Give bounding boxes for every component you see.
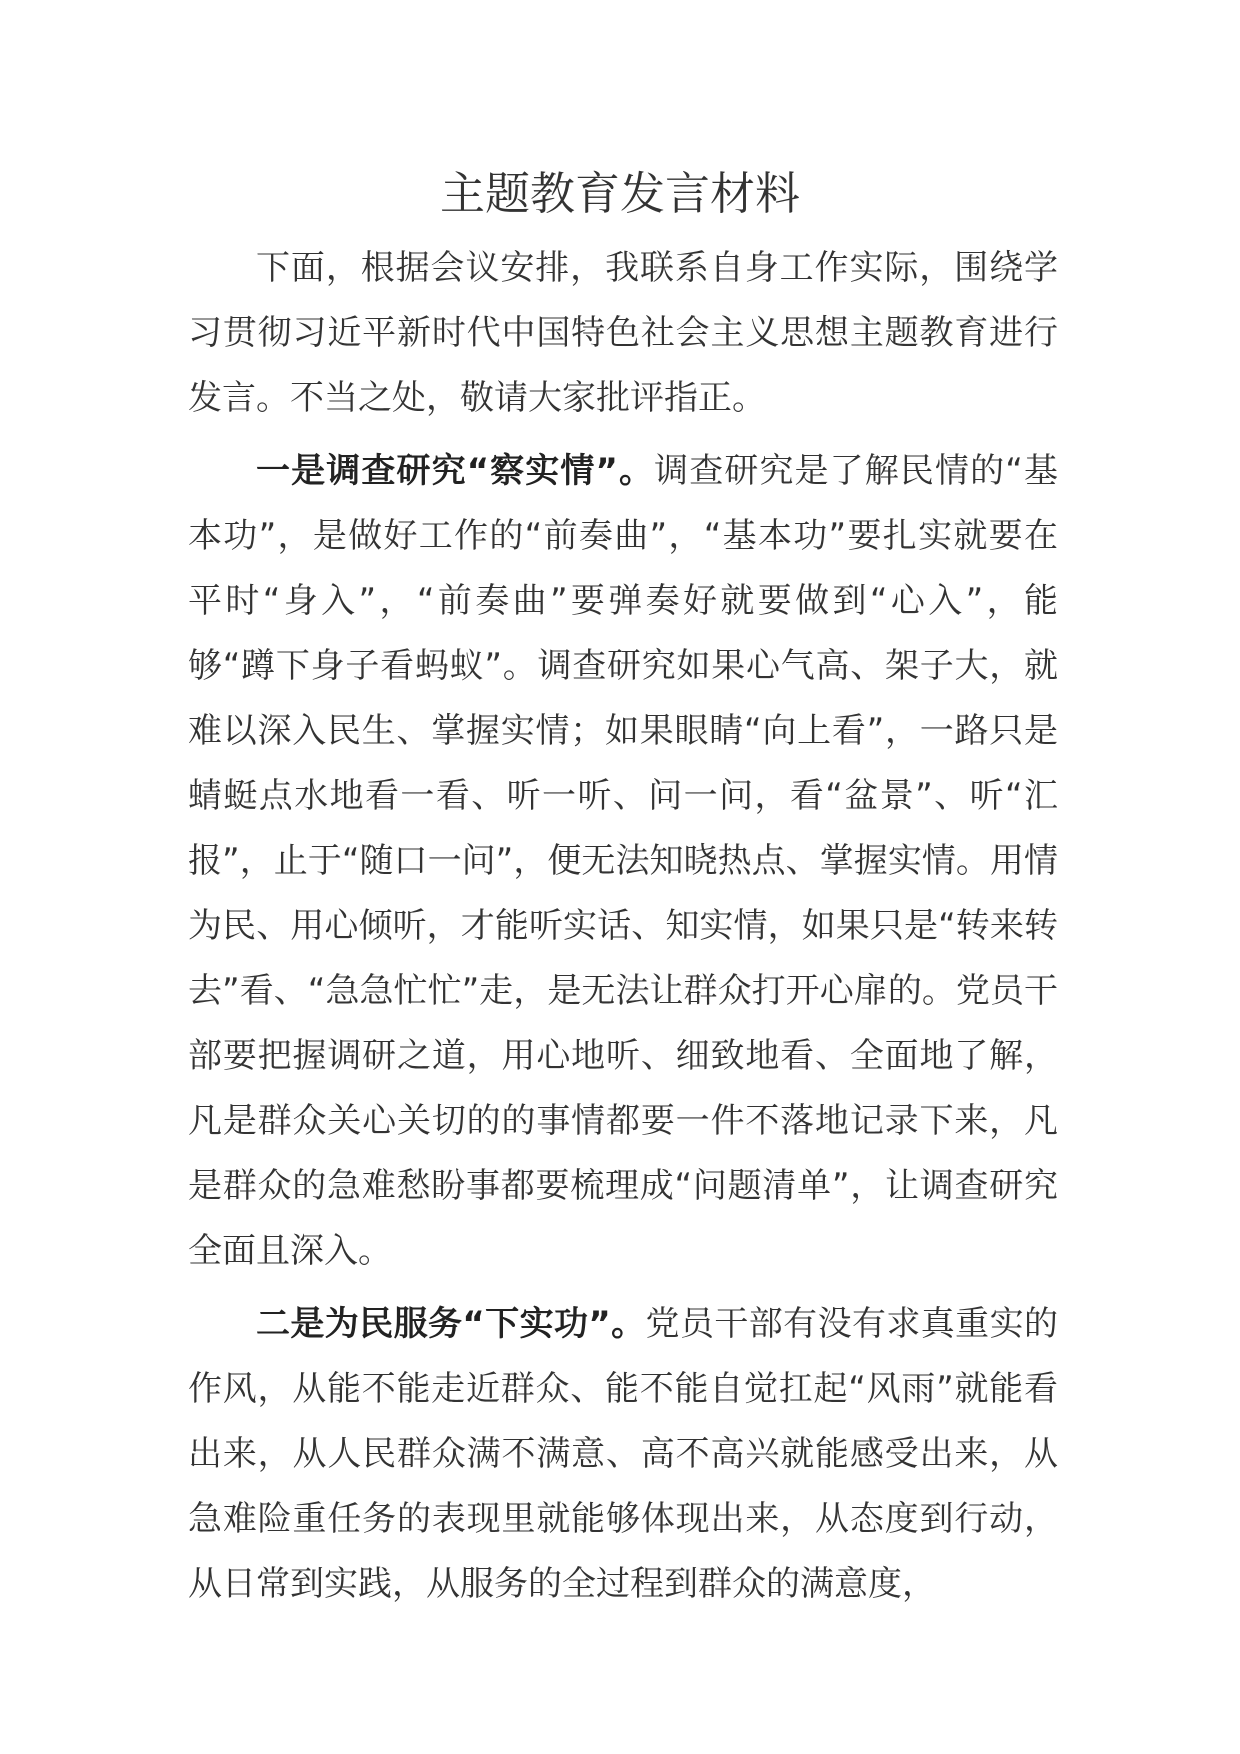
paragraph-point-one xyxy=(188,439,1058,1284)
paragraph-intro xyxy=(188,236,1058,431)
paragraph-text: 调查研究是了解民情的“基本功”，是做好工作的“前奏曲”，“基本功”要扎实就要在平时“身入”，“前奏曲”要弹奏好就要做到“心入”，能够“蹲下身子看蚂蚁”。调查研究如果心气高、架子大，就难以深入民生、掌握实情；如果眼睛“向上看”，一路只是蜻蜓点水地看一看、听一听、问一问，看“盆景”、听“汇报”，止于“随口一问”，便无法知晓热点、掌握实情。用情为民、用心倾听，才能听实话、知实情，如果只是“转来转去”看、“急急忙忙”走，是无法让群众打开心扉的。党员干部要把握调研之道，用心地听、细致地看、全面地了解，凡是群众关心关切的的事情都要一件不落地记录下来，凡是群众的急难愁盼事都要梳理成“问题清单”，让调查研究全面且深入。 xyxy=(188,451,1058,1271)
paragraph-lead: 二是为民服务“下实功”。 xyxy=(256,1304,646,1344)
paragraph-point-two xyxy=(188,1292,1058,1617)
paragraph-text: 下面，根据会议安排，我联系自身工作实际，围绕学习贯彻习近平新时代中国特色社会主义思想主题教育进行发言。不当之处，敬请大家批评指正。 xyxy=(188,248,1058,418)
paragraph-text: 党员干部有没有求真重实的作风，从能不能走近群众、能不能自觉扛起“风雨”就能看出来，从人民群众满不满意、高不高兴就能感受出来，从急难险重任务的表现里就能够体现出来，从态度到行动，从日常到实践，从服务的全过程到群众的满意度， xyxy=(188,1304,1058,1604)
paragraph-lead: 一是调查研究“察实情”。 xyxy=(256,451,655,491)
document-title: 主题教育发言材料 xyxy=(439,167,800,220)
document-body xyxy=(188,236,1058,1625)
